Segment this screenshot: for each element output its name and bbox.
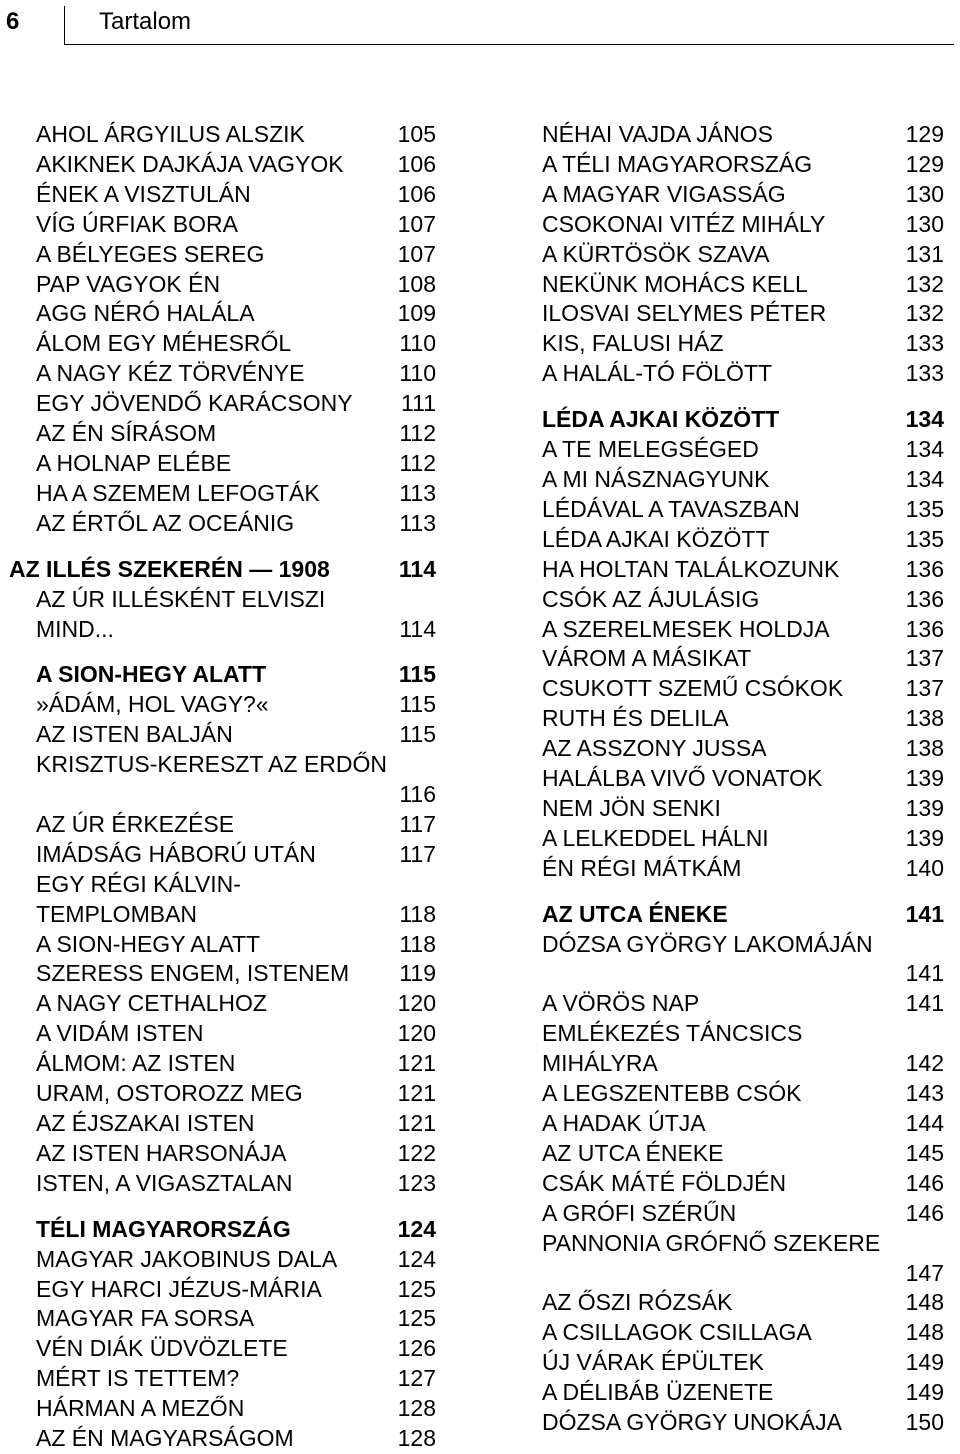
toc-entry — [36, 1275, 436, 1305]
toc-entry — [36, 750, 436, 780]
toc-entry-page: 135 — [905, 525, 944, 552]
toc-entry-page: 110 — [399, 360, 436, 387]
toc-entry-title: HÁRMAN A MEZŐN — [36, 1395, 245, 1422]
toc-entry-title: EMLÉKEZÉS TÁNCSICS — [542, 1020, 803, 1047]
toc-entry — [542, 1019, 944, 1049]
toc-entry-title: AZ ISTEN HARSONÁJA — [36, 1139, 287, 1166]
toc-entry-page: 132 — [905, 300, 944, 327]
toc-entry-page: 148 — [905, 1289, 944, 1316]
toc-left-column — [9, 120, 436, 1454]
toc-entry-title: NEKÜNK MOHÁCS KELL — [542, 270, 808, 297]
toc-entry-title: KIS, FALUSI HÁZ — [542, 330, 724, 357]
toc-entry — [542, 1199, 944, 1229]
toc-section-heading — [36, 660, 436, 690]
header-rule — [64, 44, 954, 45]
toc-entry — [542, 1408, 944, 1438]
toc-entry-title: A MAGYAR VIGASSÁG — [542, 180, 786, 207]
toc-section-heading — [36, 1215, 436, 1245]
toc-entry-title: A KÜRTÖSÖK SZAVA — [542, 240, 770, 267]
toc-entry-title: MÉRT IS TETTEM? — [36, 1365, 240, 1392]
toc-section-heading — [9, 555, 436, 585]
toc-entry-title: A HALÁL-TÓ FÖLÖTT — [542, 360, 773, 387]
toc-entry-title: A DÉLIBÁB ÜZENETE — [542, 1379, 774, 1406]
toc-entry — [36, 1245, 436, 1275]
toc-entry-title: AZ ŐSZI RÓZSÁK — [542, 1289, 733, 1316]
toc-entry-page: 149 — [905, 1349, 944, 1376]
toc-entry-page: 121 — [397, 1050, 436, 1077]
toc-entry — [36, 1049, 436, 1079]
toc-entry-title: CSUKOTT SZEMŰ CSÓKOK — [542, 675, 844, 702]
toc-entry-page: 141 — [905, 990, 944, 1017]
toc-entry-page: 141 — [905, 900, 944, 927]
toc-entry-title: AZ UTCA ÉNEKE — [542, 900, 728, 927]
toc-entry-page: 105 — [397, 121, 436, 147]
toc-entry — [542, 270, 944, 300]
toc-entry — [542, 1348, 944, 1378]
toc-entry — [36, 299, 436, 329]
toc-entry-page: 147 — [905, 1259, 944, 1286]
toc-entry-title: A GRÓFI SZÉRŰN — [542, 1199, 737, 1226]
toc-entry-title: LÉDA AJKAI KÖZÖTT — [542, 525, 770, 552]
toc-entry-page: 144 — [905, 1110, 944, 1136]
toc-entry-page: 139 — [905, 824, 944, 851]
toc-entry-title: ILOSVAI SELYMES PÉTER — [542, 300, 827, 327]
toc-entry-page: 108 — [397, 270, 436, 297]
toc-entry-page: 109 — [397, 300, 436, 327]
toc-entry-page: 146 — [905, 1199, 944, 1226]
toc-entry-title: A NAGY KÉZ TÖRVÉNYE — [36, 360, 305, 387]
toc-entry-page: 125 — [397, 1275, 436, 1302]
toc-entry-page: 114 — [399, 615, 436, 642]
toc-entry-page: 120 — [397, 990, 436, 1017]
toc-entry-title: EGY JÖVENDŐ KARÁCSONY — [36, 390, 353, 417]
toc-entry-title: AZ ISTEN BALJÁN — [36, 721, 233, 748]
toc-entry-page: 115 — [399, 691, 436, 718]
toc-entry-page: 113 — [399, 479, 436, 506]
toc-entry-title: ÁLMOM: AZ ISTEN — [36, 1050, 236, 1077]
toc-entry — [36, 900, 436, 930]
toc-entry-page: 141 — [905, 960, 944, 987]
toc-entry-page: 112 — [399, 420, 436, 447]
toc-entry-page: 122 — [397, 1139, 436, 1166]
toc-entry — [542, 120, 944, 150]
toc-entry-page: 148 — [905, 1319, 944, 1346]
toc-entry — [542, 495, 944, 525]
toc-entry-title: IMÁDSÁG HÁBORÚ UTÁN — [36, 840, 316, 867]
toc-entry-title: DÓZSA GYÖRGY UNOKÁJA — [542, 1409, 842, 1436]
toc-entry-title: AZ ÉJSZAKAI ISTEN — [36, 1110, 255, 1136]
toc-entry-page: 140 — [905, 854, 944, 881]
toc-entry — [36, 1394, 436, 1424]
toc-entry — [542, 329, 944, 359]
toc-entry-title: NEM JÖN SENKI — [542, 794, 721, 821]
toc-entry-page: 125 — [397, 1305, 436, 1332]
toc-entry-page: 150 — [905, 1409, 944, 1436]
toc-entry-title: AZ ÉRTŐL AZ OCEÁNIG — [36, 509, 295, 536]
toc-entry-page: 138 — [905, 735, 944, 762]
toc-entry-title: A BÉLYEGES SEREG — [36, 240, 265, 267]
toc-entry-page: 136 — [905, 585, 944, 612]
toc-entry-title: AZ ÉN MAGYARSÁGOM — [36, 1425, 294, 1452]
toc-entry-page: 133 — [905, 330, 944, 357]
toc-entry — [36, 509, 436, 539]
toc-entry — [542, 1318, 944, 1348]
toc-entry — [36, 120, 436, 150]
toc-entry-title: EGY RÉGI KÁLVIN- — [36, 870, 241, 897]
toc-entry-page: 143 — [905, 1080, 944, 1107]
toc-entry-page: 111 — [401, 390, 436, 417]
toc-entry-page: 139 — [905, 765, 944, 792]
toc-entry-title: DÓZSA GYÖRGY LAKOMÁJÁN — [542, 930, 873, 957]
toc-entry-title: ÚJ VÁRAK ÉPÜLTEK — [542, 1349, 764, 1376]
toc-entry — [36, 329, 436, 359]
toc-entry-page: 137 — [905, 675, 944, 702]
toc-entry — [542, 435, 944, 465]
toc-entry-title: LÉDA AJKAI KÖZÖTT — [542, 406, 780, 433]
toc-entry — [36, 1079, 436, 1109]
toc-entry-page: 126 — [397, 1335, 436, 1362]
toc-entry-title: A MI NÁSZNAGYUNK — [542, 465, 770, 492]
toc-entry — [36, 240, 436, 270]
toc-entry-title: CSOKONAI VITÉZ MIHÁLY — [542, 210, 826, 237]
toc-entry-title: MAGYAR JAKOBINUS DALA — [36, 1245, 338, 1272]
toc-entry — [542, 210, 944, 240]
toc-entry-title: MAGYAR FA SORSA — [36, 1305, 255, 1332]
toc-entry — [542, 180, 944, 210]
toc-entry — [542, 1259, 944, 1289]
toc-entry — [36, 780, 436, 810]
toc-entry-page: 118 — [399, 930, 436, 957]
toc-entry — [36, 1364, 436, 1394]
toc-entry — [36, 449, 436, 479]
toc-entry — [542, 555, 944, 585]
toc-entry-page: 133 — [905, 360, 944, 387]
toc-entry-page: 130 — [905, 210, 944, 237]
toc-entry-title: MIHÁLYRA — [542, 1050, 658, 1077]
toc-entry — [36, 180, 436, 210]
toc-entry-page: 115 — [399, 721, 436, 748]
toc-entry-title: LÉDÁVAL A TAVASZBAN — [542, 495, 800, 522]
toc-entry-title: »ÁDÁM, HOL VAGY?« — [36, 691, 269, 718]
toc-entry-title: AZ ÚR ILLÉSKÉNT ELVISZI — [36, 585, 326, 612]
toc-entry-title: RUTH ÉS DELILA — [542, 705, 729, 732]
toc-entry-page: 124 — [397, 1245, 436, 1272]
toc-entry-title: PANNONIA GRÓFNŐ SZEKERE — [542, 1229, 881, 1256]
toc-entry-page: 138 — [905, 705, 944, 732]
toc-entry-title: A TE MELEGSÉGED — [542, 436, 759, 463]
toc-entry-title: AHOL ÁRGYILUS ALSZIK — [36, 121, 305, 147]
toc-entry-title: A NAGY CETHALHOZ — [36, 990, 267, 1017]
toc-entry-page: 139 — [905, 794, 944, 821]
toc-entry — [36, 1424, 436, 1454]
toc-entry-page: 124 — [397, 1215, 436, 1242]
toc-entry — [36, 930, 436, 960]
toc-entry — [542, 1378, 944, 1408]
toc-entry — [36, 1334, 436, 1364]
toc-entry-page: 129 — [905, 121, 944, 147]
toc-entry — [542, 299, 944, 329]
toc-entry-page: 135 — [905, 495, 944, 522]
toc-section-heading — [542, 900, 944, 930]
toc-entry — [542, 674, 944, 704]
toc-entry — [542, 1169, 944, 1199]
toc-entry — [542, 824, 944, 854]
toc-entry — [542, 465, 944, 495]
toc-entry — [36, 615, 436, 645]
toc-entry-title: TÉLI MAGYARORSZÁG — [36, 1215, 291, 1242]
toc-entry — [36, 1019, 436, 1049]
toc-entry-title: A SION-HEGY ALATT — [36, 661, 266, 688]
toc-entry-title: CSÁK MÁTÉ FÖLDJÉN — [542, 1169, 787, 1196]
toc-entry — [542, 704, 944, 734]
toc-entry-page: 134 — [905, 465, 944, 492]
toc-entry-page: 121 — [397, 1110, 436, 1136]
toc-entry-page: 149 — [905, 1379, 944, 1406]
toc-entry — [542, 989, 944, 1019]
toc-entry — [542, 1139, 944, 1169]
toc-entry — [542, 764, 944, 794]
toc-entry-page: 146 — [905, 1169, 944, 1196]
toc-entry-title: A TÉLI MAGYARORSZÁG — [542, 150, 813, 177]
toc-entry-title: KRISZTUS-KERESZT AZ ERDŐN — [36, 751, 388, 778]
toc-entry — [36, 585, 436, 615]
toc-entry — [36, 359, 436, 389]
toc-entry-page: 107 — [397, 240, 436, 267]
toc-entry — [542, 150, 944, 180]
toc-entry-title: AZ UTCA ÉNEKE — [542, 1139, 724, 1166]
toc-entry — [36, 389, 436, 419]
toc-entry-title: ÁLOM EGY MÉHESRŐL — [36, 330, 292, 357]
toc-entry — [36, 150, 436, 180]
page-header — [0, 0, 960, 44]
toc-entry-title: A SZERELMESEK HOLDJA — [542, 615, 830, 642]
toc-entry-page: 131 — [905, 240, 944, 267]
toc-entry-title: ISTEN, A VIGASZTALAN — [36, 1169, 293, 1196]
toc-entry — [542, 585, 944, 615]
toc-entry-title: ÉN RÉGI MÁTKÁM — [542, 854, 742, 881]
toc-entry-page: 117 — [399, 810, 436, 837]
toc-entry-page: 127 — [397, 1365, 436, 1392]
toc-entry-page: 132 — [905, 270, 944, 297]
toc-entry-title: ÉNEK A VISZTULÁN — [36, 180, 251, 207]
toc-entry-title: TEMPLOMBAN — [36, 900, 198, 927]
toc-entry-title: AZ ILLÉS SZEKERÉN — 1908 — [9, 555, 330, 582]
toc-entry — [36, 720, 436, 750]
toc-entry-title: URAM, OSTOROZZ MEG — [36, 1080, 303, 1107]
toc-entry-title: HA A SZEMEM LEFOGTÁK — [36, 479, 320, 506]
toc-entry-page: 118 — [399, 900, 436, 927]
toc-entry — [542, 240, 944, 270]
toc-entry-title: HA HOLTAN TALÁLKOZUNK — [542, 555, 840, 582]
toc-entry-page: 130 — [905, 180, 944, 207]
toc-entry-title: CSÓK AZ ÁJULÁSIG — [542, 585, 760, 612]
toc-entry-page: 145 — [905, 1139, 944, 1166]
toc-entry-title: EGY HARCI JÉZUS-MÁRIA — [36, 1275, 322, 1302]
toc-entry-page: 106 — [397, 150, 436, 177]
toc-entry-title: A LEGSZENTEBB CSÓK — [542, 1080, 802, 1107]
toc-entry — [36, 270, 436, 300]
toc-entry-page: 107 — [397, 210, 436, 237]
toc-entry — [542, 1049, 944, 1079]
toc-entry — [542, 615, 944, 645]
toc-entry-title: A SION-HEGY ALATT — [36, 930, 261, 957]
toc-entry-page: 136 — [905, 615, 944, 642]
toc-entry — [36, 1304, 436, 1334]
toc-entry-page: 134 — [905, 406, 944, 433]
header-divider — [64, 6, 65, 44]
toc-section-heading — [542, 405, 944, 435]
toc-entry-page: 119 — [399, 960, 436, 987]
toc-entry — [36, 479, 436, 509]
toc-entry-title: MIND... — [36, 615, 114, 642]
toc-entry — [542, 359, 944, 389]
toc-entry — [542, 794, 944, 824]
toc-entry — [36, 870, 436, 900]
toc-entry-title: VÁROM A MÁSIKAT — [542, 645, 752, 672]
toc-entry — [542, 644, 944, 674]
toc-entry — [36, 989, 436, 1019]
toc-entry — [542, 1229, 944, 1259]
toc-entry — [36, 210, 436, 240]
toc-entry-title: AZ ÉN SÍRÁSOM — [36, 420, 217, 447]
toc-entry — [542, 734, 944, 764]
toc-right-column — [542, 120, 944, 1438]
toc-entry-page: 128 — [397, 1395, 436, 1422]
toc-entry — [36, 810, 436, 840]
toc-entry-page: 121 — [397, 1080, 436, 1107]
toc-entry-title: VÍG ÚRFIAK BORA — [36, 210, 238, 237]
toc-entry — [542, 525, 944, 555]
toc-entry-page: 123 — [397, 1169, 436, 1196]
page-number: 6 — [6, 8, 20, 35]
toc-entry — [36, 1139, 436, 1169]
toc-entry — [542, 1109, 944, 1139]
toc-entry — [542, 1288, 944, 1318]
toc-entry-page: 115 — [398, 661, 436, 688]
toc-entry — [542, 1079, 944, 1109]
toc-entry — [36, 1169, 436, 1199]
page-title: Tartalom — [99, 8, 192, 35]
toc-entry-title: PAP VAGYOK ÉN — [36, 270, 221, 297]
toc-entry-page: 129 — [905, 150, 944, 177]
toc-entry-page: 142 — [905, 1050, 944, 1077]
toc-entry — [36, 1109, 436, 1139]
toc-entry-title: A VÖRÖS NAP — [542, 990, 700, 1017]
toc-entry — [36, 959, 436, 989]
toc-entry-page: 110 — [399, 330, 436, 357]
toc-entry — [542, 854, 944, 884]
toc-entry-page: 106 — [397, 180, 436, 207]
toc-entry-page: 120 — [397, 1020, 436, 1047]
toc-entry — [36, 690, 436, 720]
toc-entry-page: 128 — [397, 1425, 436, 1452]
toc-entry-title: SZERESS ENGEM, ISTENEM — [36, 960, 350, 987]
toc-entry-title: AKIKNEK DAJKÁJA VAGYOK — [36, 150, 344, 177]
toc-entry-title: AGG NÉRÓ HALÁLA — [36, 300, 255, 327]
toc-entry-title: A VIDÁM ISTEN — [36, 1020, 204, 1047]
toc-entry-title: AZ ÚR ÉRKEZÉSE — [36, 810, 235, 837]
toc-entry-page: 112 — [399, 449, 436, 476]
toc-entry-page: 117 — [399, 840, 436, 867]
toc-entry-page: 113 — [399, 509, 436, 536]
toc-entry — [542, 930, 944, 960]
toc-entry-page: 136 — [905, 555, 944, 582]
toc-entry-page: 137 — [905, 645, 944, 672]
toc-entry — [36, 840, 436, 870]
toc-entry-page: 116 — [399, 781, 436, 808]
toc-entry-page: 134 — [905, 436, 944, 463]
toc-entry-title: A HOLNAP ELÉBE — [36, 449, 232, 476]
toc-entry-title: AZ ASSZONY JUSSA — [542, 735, 767, 762]
toc-entry — [36, 419, 436, 449]
toc-entry-title: NÉHAI VAJDA JÁNOS — [542, 121, 773, 147]
toc-entry-title: A CSILLAGOK CSILLAGA — [542, 1319, 812, 1346]
toc-entry-title: HALÁLBA VIVŐ VONATOK — [542, 765, 823, 792]
toc-entry-title: VÉN DIÁK ÜDVÖZLETE — [36, 1335, 288, 1362]
toc-entry-title: A LELKEDDEL HÁLNI — [542, 824, 769, 851]
toc-entry-page: 114 — [398, 555, 436, 582]
toc-entry-title: A HADAK ÚTJA — [542, 1110, 706, 1136]
toc-entry — [542, 959, 944, 989]
